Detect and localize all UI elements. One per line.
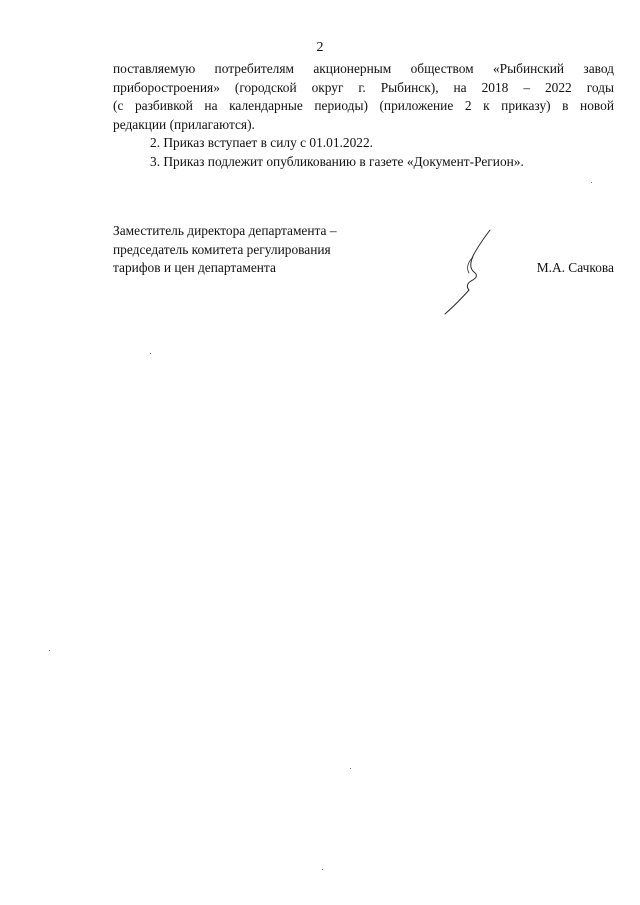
- signer-name: М.А. Сачкова: [536, 260, 614, 275]
- signer-title-line: председатель комитета регулирования: [113, 241, 331, 257]
- scan-speck: [49, 650, 50, 651]
- scan-speck: [322, 869, 323, 870]
- paragraph-effective-date: 2. Приказ вступает в силу с 01.01.2022.: [150, 135, 374, 150]
- signer-title-line: тарифов и цен департамента: [113, 260, 276, 275]
- handwritten-signature: [440, 226, 500, 316]
- scan-speck: [350, 768, 351, 769]
- signature-block: [113, 222, 614, 278]
- paragraph-line: (с разбивкой на календарные периоды) (приложение 2 к приказу) в новой: [113, 98, 614, 113]
- paragraph-publication: 3. Приказ подлежит опубликованию в газете «Документ-Регион».: [150, 153, 524, 169]
- paragraph-line: приборостроения» (городской округ г. Рыбинск), на 2018 – 2022 годы: [113, 79, 614, 95]
- scan-speck: [591, 182, 592, 183]
- paragraph-continuation: [113, 60, 614, 134]
- document-body: [113, 60, 614, 171]
- paragraph-line: поставляемую потребителям акционерным обществом «Рыбинский завод: [113, 61, 614, 76]
- page-number: 2: [316, 40, 324, 55]
- scan-speck: [150, 353, 151, 354]
- paragraph-line: редакции (прилагаются).: [113, 116, 255, 132]
- signer-title-line: Заместитель директора департамента –: [113, 223, 337, 238]
